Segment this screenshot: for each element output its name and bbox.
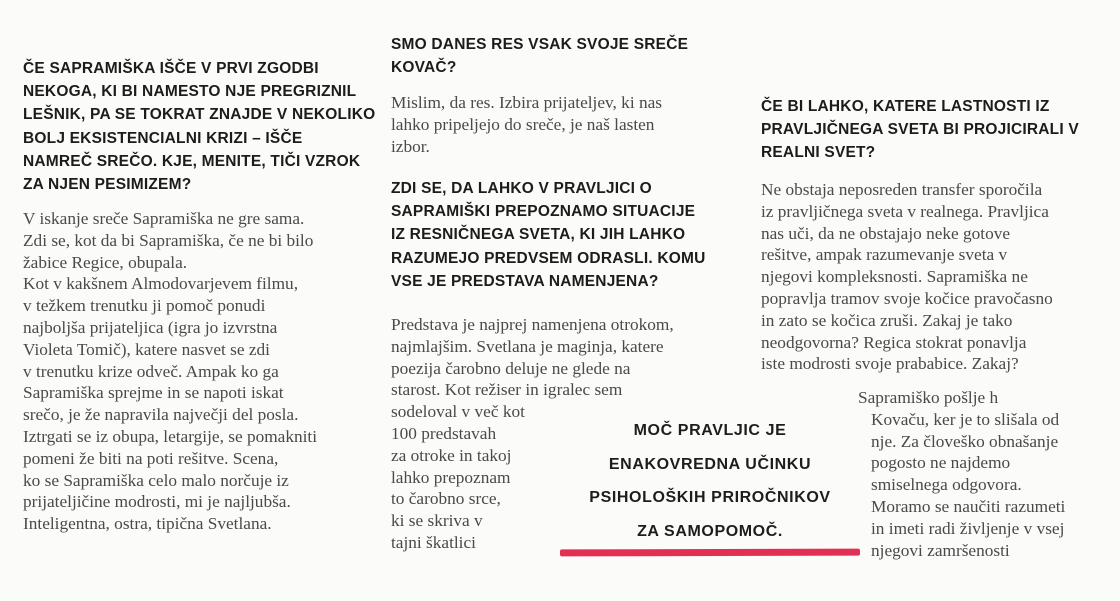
- col2-answer-2-line: starost. Kot režiser in igralec sem: [391, 380, 623, 400]
- col1-answer: [23, 208, 317, 535]
- col1-answer-line: v trenutku krize odveč. Ampak ko ga: [23, 361, 279, 381]
- col3-answer: [761, 179, 1053, 375]
- col3-question-line: ČE BI LAHKO, KATERE LASTNOSTI IZ: [761, 98, 1050, 115]
- col1-answer-line: V iskanje sreče Sapramiška ne gre sama.: [23, 209, 305, 228]
- col2-question-1-line: SMO DANES RES VSAK SVOJE SREČE: [391, 36, 689, 53]
- col3-answer-line: popravlja tramov svoje kočice pravočasno: [761, 288, 1053, 308]
- col1-answer-line: ko se Sapramiška celo malo norčuje iz: [23, 470, 289, 490]
- col2-answer-2-line: lahko prepoznam: [391, 467, 511, 487]
- col3-question-line: PRAVLJIČNEGA SVETA BI PROJICIRALI V: [761, 121, 1079, 139]
- col1-question-line: ČE SAPRAMIŠKA IŠČE V PRVI ZGODBI: [23, 60, 319, 77]
- col3-answer-line: iz pravljičnega sveta v realnega. Pravljica: [761, 201, 1049, 221]
- col2-question-1: [391, 33, 688, 79]
- pull-quote-line: ENAKOVREDNA UČINKU: [608, 455, 812, 473]
- col1-question: [23, 57, 375, 196]
- col2-question-2-line: VSE JE PREDSTAVA NAMENJENA?: [391, 272, 659, 290]
- col1-answer-line: pomeni že biti na poti rešitve. Scena,: [23, 448, 279, 468]
- col3-answer-line: pogosto ne najdemo: [871, 453, 1011, 473]
- col2-question-2-line: IZ RESNIČNEGA SVETA, KI JIH LAHKO: [391, 226, 686, 244]
- col3-answer-line: Kovaču, ker je to slišala od: [871, 409, 1060, 429]
- col1-question-line: ZA NJEN PESIMIZEM?: [23, 176, 192, 194]
- pull-quote-underline: [560, 549, 860, 557]
- col2-question-2-line: SAPRAMIŠKI PREPOZNAMO SITUACIJE: [391, 203, 696, 221]
- col3-answer-line: nje. Za človeško obnašanje: [871, 431, 1059, 451]
- col3-answer-line: njegovi kompleksnosti. Sapramiška ne: [761, 267, 1028, 287]
- col1-question-line: NAMREČ SREČO. KJE, MENITE, TIČI VZROK: [23, 152, 361, 170]
- col2-question-1-line: KOVAČ?: [391, 59, 457, 77]
- col3-answer-line: iste modrosti svoje prababice. Zakaj?: [761, 354, 1019, 374]
- col1-answer-line: najboljša prijateljica (igra jo izvrstna: [23, 317, 278, 337]
- pull-quote-line: ZA SAMOPOMOČ.: [637, 522, 783, 540]
- col2-answer-1-line: izbor.: [391, 136, 430, 156]
- col1-answer-line: žabice Regice, obupala.: [23, 252, 188, 272]
- pull-quote: [560, 414, 860, 548]
- col3-answer-continued: [858, 387, 1066, 561]
- col3-question: [761, 95, 1079, 165]
- col3-answer-line: Sapramiško pošlje h: [858, 388, 999, 407]
- col2-answer-2-line: tajni škatlici: [391, 532, 476, 552]
- col1-answer-line: Kot v kakšnem Almodovarjevem filmu,: [23, 274, 299, 294]
- col3-question-line: REALNI SVET?: [761, 144, 876, 162]
- pull-quote-line: MOČ PRAVLJIC JE: [633, 422, 787, 439]
- col1-question-line: BOLJ EKSISTENCIALNI KRIZI – IŠČE: [23, 129, 303, 147]
- col2-answer-2-line: najmlajšim. Svetlana je maginja, katere: [391, 336, 664, 356]
- col2-answer-1-line: Mislim, da res. Izbira prijateljev, ki nas: [391, 93, 662, 112]
- col3-answer-line: neodgovorna? Regica stokrat ponavlja: [761, 332, 1027, 352]
- col1-answer-line: srečo, je že napravila največji del posla.: [23, 405, 299, 425]
- col2-answer-2-line: to čarobno srce,: [391, 489, 501, 509]
- col2-answer-2-line: sodeloval v več kot: [391, 402, 525, 422]
- col3-answer-line: nas uči, da ne obstajajo neke gotove: [761, 223, 1011, 243]
- col2-answer-1-line: lahko pripeljejo do sreče, je naš lasten: [391, 114, 655, 134]
- col3-answer-line: in imeti radi življenje v vsej: [871, 518, 1065, 538]
- col2-answer-2-line: ki se skriva v: [391, 511, 483, 531]
- col2-answer-2-line: poezija čarobno deluje ne glede na: [391, 358, 631, 378]
- col1-question-line: LEŠNIK, PA SE TOKRAT ZNAJDE V NEKOLIKO: [23, 106, 376, 124]
- col2-answer-2-line: 100 predstavah: [391, 423, 497, 443]
- col2-question-2-line: ZDI SE, DA LAHKO V PRAVLJICI O: [391, 180, 652, 197]
- col3-answer-line: in zato se kočica zruši. Zakaj je tako: [761, 310, 1013, 330]
- col1-answer-line: Zdi se, kot da bi Sapramiška, če ne bi bilo: [23, 230, 314, 250]
- col1-answer-line: Iztrgati se iz obupa, letargije, se pomakniti: [23, 426, 318, 446]
- col3-answer-line: smiselnega odgovora.: [871, 475, 1022, 495]
- col2-question-2: [391, 177, 706, 293]
- col1-answer-line: prijateljičine modrosti, mi je najljubša.: [23, 492, 291, 512]
- col2-answer-1: [391, 92, 662, 157]
- col2-answer-2-line: Predstava je najprej namenjena otrokom,: [391, 315, 674, 334]
- col3-answer-line: njegovi zamršenosti: [871, 540, 1010, 560]
- col1-question-line: NEKOGA, KI BI NAMESTO NJE PREGRIZNIL: [23, 83, 357, 101]
- col1-answer-line: Inteligentna, ostra, tipična Svetlana.: [23, 514, 272, 534]
- col2-question-2-line: RAZUMEJO PREDVSEM ODRASLI. KOMU: [391, 249, 706, 267]
- pull-quote-line: PSIHOLOŠKIH PRIROČNIKOV: [589, 489, 831, 506]
- col1-answer-line: Sapramiška sprejme in se napoti iskat: [23, 383, 284, 403]
- col1-answer-line: v težkem trenutku ji pomoč ponudi: [23, 296, 266, 316]
- col3-answer-line: Ne obstaja neposreden transfer sporočila: [761, 180, 1043, 199]
- col1-answer-line: Violeta Tomič), katere nasvet se zdi: [23, 339, 270, 359]
- col3-answer-line: Moramo se naučiti razumeti: [871, 496, 1066, 516]
- col2-answer-2-line: za otroke in takoj: [391, 445, 512, 465]
- col3-answer-line: rešitve, ampak razumevanje sveta v: [761, 245, 1008, 265]
